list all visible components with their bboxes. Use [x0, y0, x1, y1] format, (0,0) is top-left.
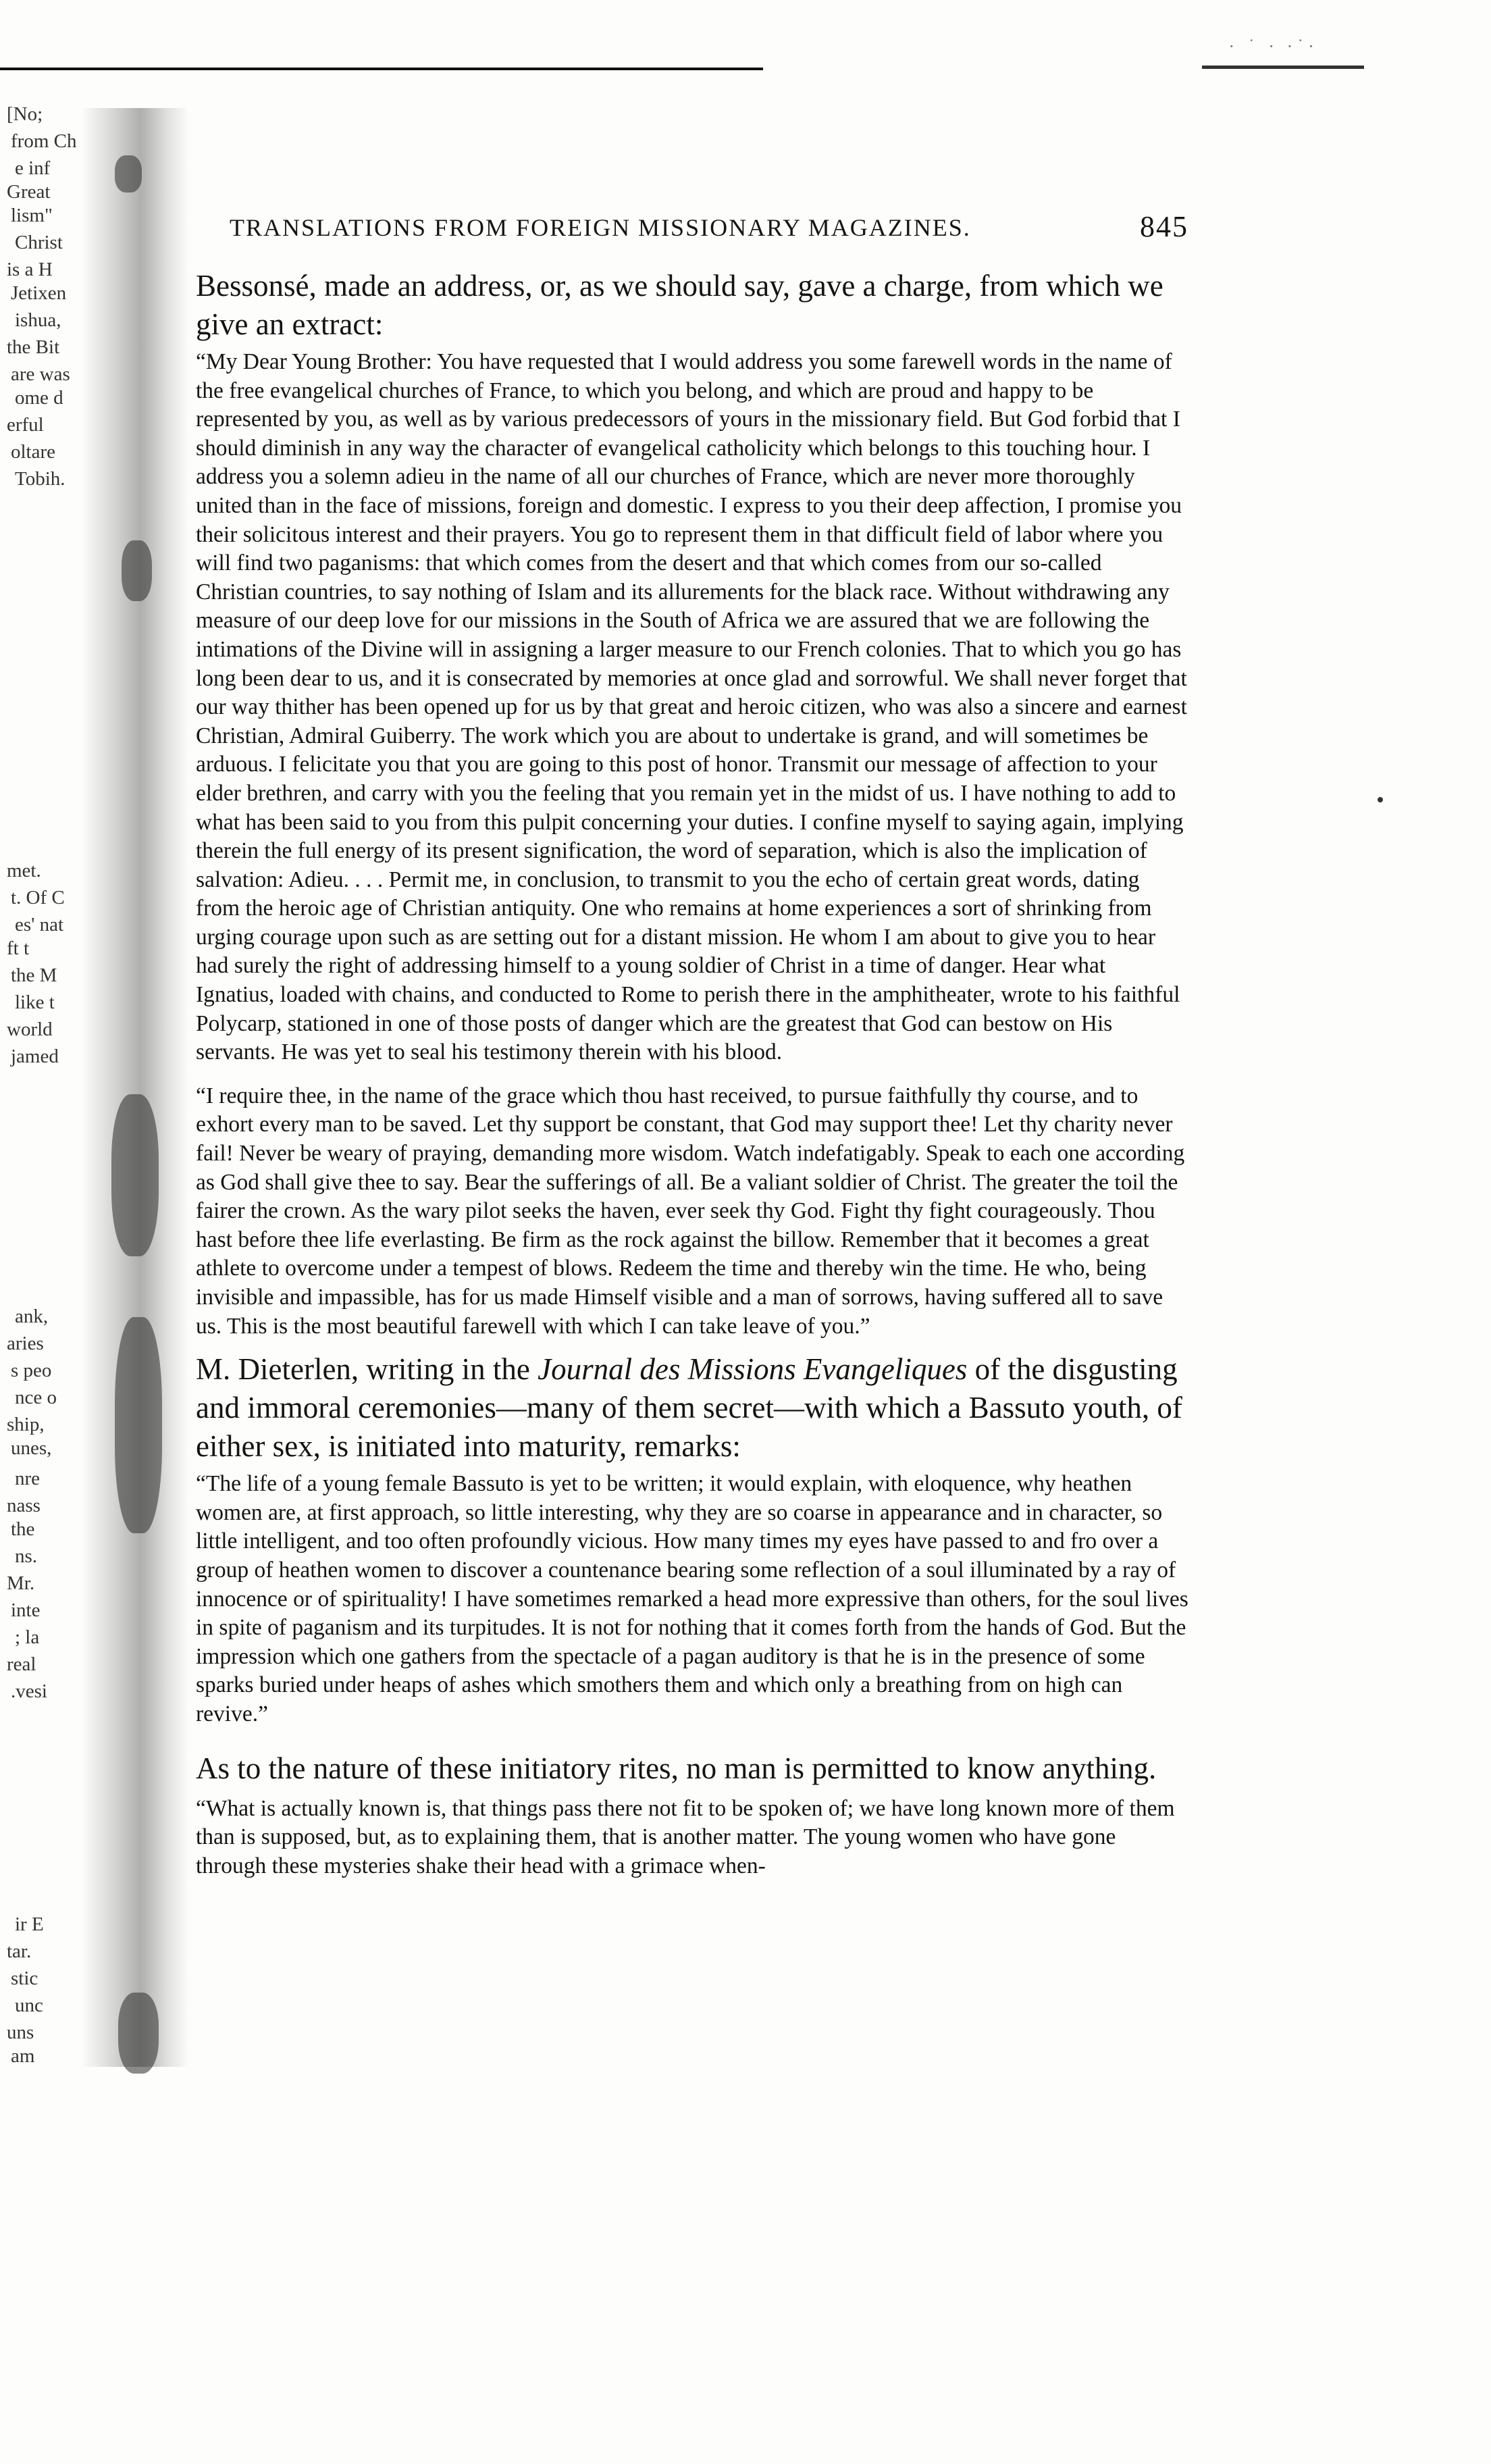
scan-specks: · ˙ · ·˙·	[1229, 37, 1318, 56]
gutter-fragment: ship,	[7, 1414, 45, 1435]
gutter-fragment: ank,	[15, 1306, 49, 1327]
body-paragraph-quote: “My Dear Young Brother: You have requested that I would address you some farewell words in the name of the free evangelical churches of France, to which you belong, and which are proud and happy to be represented by you, as well as by various predecessors of yours in the missionary field. But God forbid that I should diminish in any way the character of evangelical catholicity which belongs to this touching hour. I address you a solemn adieu in the name of all our churches of France, which are never more thoroughly united than in the face of missions, foreign and domestic. I express to you their deep affection, I promise you their solicitous interest and their prayers. You go to represent them in that difficult field of labor where you will find two paganisms: that which comes from the desert and that which comes from our so-called Christian countries, to say nothing of Islam and its allurements for the black race. Without withdrawing any measure of our deep love for our missions in the South of Africa we are assured that we are following the intimations of the Divine will in assigning a larger measure to our French colonies. That to which you go has long been dear to us, and it is consecrated by memories at once glad and sorrowful. We shall never forget that our way thither has been opened up for us by that great and heroic citizen, who was also a sincere and earnest Christian, Admiral Guiberry. The work which you are about to undertake is grand, and will sometimes be arduous. I felicitate you that you are going to this post of honor. Transmit our message of affection to your elder brethren, and carry with you the feeling that you remain yet in the midst of us. I have nothing to add to what has been said to you from this pulpit concerning your duties. I confine myself to saying again, implying therein the full energy of its present signification, the word of separation, which is also the implication of salvation: Adieu. . . . Permit me, in conclusion, to transmit to you the echo of certain great words, dating from the heroic age of Christian antiquity. One who remains at home experiences a sort of shrinking from urging courage upon such as are setting out for a distant mission. He whom I am about to give you to hear had surely the right of addressing himself to a young soldier of Christ in a time of danger. Hear what Ignatius, loaded with chains, and conducted to Rome to perish there in the amphitheater, wrote to his faithful Polycarp, stationed in one of those posts of danger which are the greatest that God can bestow on His servants. He was yet to seal his testimony therein with his blood.	[196, 349, 1187, 1065]
gutter-fragment: ir E	[15, 1914, 44, 1935]
gutter-fragment: ; la	[15, 1626, 40, 1648]
gutter-fragment: the	[11, 1518, 35, 1540]
gutter-fragment: Tobih.	[15, 468, 66, 490]
gutter-fragment: the Bit	[7, 336, 60, 358]
header-title: TRANSLATIONS FROM FOREIGN MISSIONARY MAGAZINES.	[230, 214, 971, 241]
gutter-fragment: nre	[15, 1468, 41, 1489]
gutter-fragment: oltare	[11, 441, 56, 463]
gutter-fragment: real	[7, 1653, 36, 1675]
gutter-fragment: uns	[7, 2022, 34, 2043]
gutter-fragment: ishua,	[15, 309, 61, 331]
gutter-fragment: jamed	[11, 1046, 59, 1067]
gutter-fragment: ft t	[7, 938, 30, 959]
gutter-fragment: Jetixen	[11, 282, 67, 304]
gutter-fragment: the M	[11, 965, 57, 986]
gutter-fragment: s peo	[11, 1360, 52, 1381]
gutter-fragment: e inf	[15, 157, 51, 179]
gutter-fragment: aries	[7, 1333, 44, 1354]
article-body	[196, 267, 1188, 1880]
gutter-fragment: nass	[7, 1495, 41, 1516]
gutter-fragment: inte	[11, 1599, 41, 1621]
body-paragraph-quote: “I require thee, in the name of the grace which thou hast received, to pursue faithfully thy course, and to exhort every man to be saved. Let thy support be constant, that God may support thee! Let thy charity never fail! Never be weary of praying, demanding more wisdom. Watch indefatigably. Speak to each one according as God shall give thee to say. Bear the sufferings of all. Be a valiant soldier of Christ. The greater the toil the fairer the crown. As the wary pilot seeks the haven, ever seek thy God. Fight thy fight courageously. Thou hast before thee life everlasting. Be firm as the rock against the billow. Remember that it becomes a great athlete to overcome under a tempest of blows. Redeem the time and thereby win the time. He who, being invisible and impassible, has for us made Himself visible and a man of sorrows, having suffered all to save us. This is the most beautiful farewell with which I can take leave of you.”	[196, 1083, 1185, 1339]
gutter-fragment: are was	[11, 363, 70, 385]
gutter-fragment: .vesi	[11, 1680, 47, 1702]
gutter-fragment: like t	[15, 992, 55, 1013]
scan-blot	[118, 1993, 159, 2074]
gutter-fragment: nce o	[15, 1387, 57, 1408]
body-paragraph-lead: As to the nature of these initiatory rites, no man is permitted to know anything.	[196, 1751, 1157, 1785]
gutter-fragment: world	[7, 1019, 53, 1040]
gutter-fragment: erful	[7, 414, 44, 436]
gutter-fragment: Christ	[15, 232, 63, 253]
left-page-gutter-fragments	[0, 101, 203, 2067]
gutter-fragment: am	[11, 2045, 35, 2067]
gutter-fragment: is a H	[7, 259, 53, 280]
page-number: 845	[1140, 210, 1188, 243]
body-paragraph-quote: “The life of a young female Bassuto is yet to be written; it would explain, with eloquence, why heathen women are, at first approach, so little interesting, why they are so coarse in appearance and in character, so little intelligent, and too often profoundly vicious. How many times my eyes have passed to and fro over a group of heathen women to discover a countenance bearing some reflection of a soul illuminated by a ray of innocence or of spirituality! I have sometimes remarked a head more expressive than others, for the soul lives in spite of paganism and its turpitudes. It is not for nothing that it comes forth from the hands of God. But the impression which one gathers from the spectacle of a pagan auditory is that he is in the presence of some sparks buried under heaps of ashes which smothers them and which only a breathing from on high can revive.”	[196, 1471, 1188, 1726]
gutter-fragment: unes,	[11, 1437, 52, 1459]
gutter-fragment: Great	[7, 181, 51, 203]
scan-top-rule-right	[1202, 66, 1364, 69]
gutter-fragment: ome d	[15, 387, 63, 409]
gutter-fragment: t. Of C	[11, 887, 65, 908]
body-paragraph-lead: Bessonsé, made an address, or, as we should say, gave a charge, from which we give an extract:	[196, 269, 1163, 341]
gutter-fragment: stic	[11, 1968, 38, 1989]
gutter-fragment: from Ch	[11, 130, 77, 152]
running-header	[230, 209, 1188, 250]
gutter-fragment: es' nat	[15, 914, 64, 935]
body-paragraph-lead: M. Dieterlen, writing in the Journal des Missions Evangeliques of the disgusting and immoral ceremonies—many of them secret—with which a Bassuto youth, of either sex, is initiated into maturity, remarks:	[196, 1352, 1182, 1464]
gutter-fragment: lism"	[11, 205, 53, 226]
gutter-fragment: Mr.	[7, 1572, 35, 1594]
gutter-fragment: ns.	[15, 1545, 38, 1567]
gutter-fragment: met.	[7, 860, 41, 881]
gutter-fragment: tar.	[7, 1941, 32, 1962]
gutter-fragment: unc	[15, 1995, 43, 2016]
scan-speck	[1378, 797, 1383, 802]
body-paragraph-quote: “What is actually known is, that things pass there not fit to be spoken of; we have long known more of them than is supposed, but, as to explaining them, that is another matter. The young women who have gone through these mysteries shake their head with a grimace when-	[196, 1795, 1175, 1878]
gutter-fragment: [No;	[7, 103, 43, 125]
scan-top-rule	[0, 68, 763, 70]
